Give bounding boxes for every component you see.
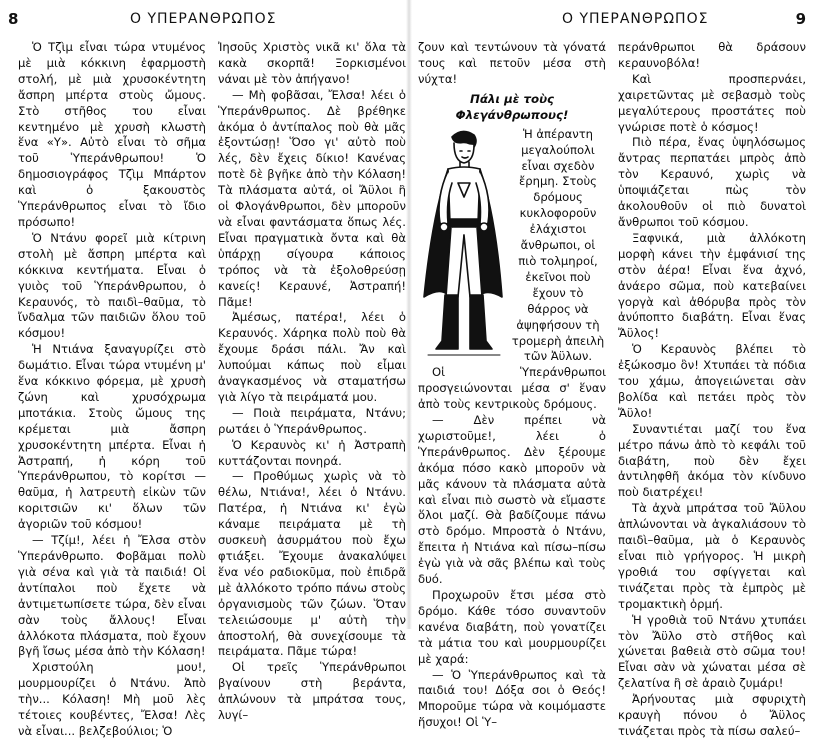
paragraph: Καὶ προσπερνάει, χαιρετῶντας μὲ σεβασμὸ τοὺς μεγαλύτερους προστάτες ποὺ γνώρισε ποτὲ ὁ κόσμος! bbox=[618, 71, 806, 134]
left-column-1 bbox=[18, 40, 206, 738]
right-page-header bbox=[412, 10, 820, 30]
paragraph: περάνθρωποι θὰ δράσουν κεραυνοβόλα! bbox=[618, 40, 806, 70]
left-column-2 bbox=[218, 40, 406, 723]
paragraph: Ἰησοῦς Χριστὸς νικᾶ κι' ὅλα τὰ κακὰ σκορπᾶ! Ξορκισμένοι νάναι μὲ τὸν ἀπήγανο! bbox=[218, 40, 406, 86]
paragraph: — Δὲν πρέπει νὰ χωριστοῦμε!, λέει ὁ Ὑπεράνθρωπος. Δὲν ξέρουμε ἀκόμα πόσο κακὸ μποροῦν νὰ μᾶς κάνουν τὰ πλάσματα αὐτὰ καὶ εἶναι πιὸ σωστὸ νὰ εἴμαστε ὅλοι μαζί. Θὰ βαδίζουμε πάνω στὸ δρόμο. Μπροστὰ ὁ Ντάνυ, ἔπειτα ἡ Ντιάνα καὶ πίσω–πίσω ἐγὼ γιὰ νὰ σᾶς βλέπω καὶ τοὺς δυό. bbox=[418, 413, 606, 587]
left-page-header bbox=[0, 10, 408, 30]
section-heading: Πάλι μὲ τοὺς Φλεγάνθρωπους! bbox=[455, 91, 569, 122]
paragraph: Συναντιέται μαζί του ἕνα μέτρο πάνω ἀπὸ τὸ κεφάλι τοῦ διαβάτη, ποὺ δὲν ἔχει ἀντιληφθῆ ἀκόμα τὸν κίνδυνο ποὺ διατρέχει! bbox=[618, 421, 806, 500]
right-column-2 bbox=[618, 40, 806, 738]
paragraph: — Ποιὰ πειράματα, Ντάνυ; ρωτάει ὁ Ὑπεράνθρωπος. bbox=[218, 405, 406, 436]
paragraph: Οἱ Ὑπεράνθρωποι προσγειώνονται μέσα σ' ἕναν ἀπὸ τοὺς κεντρικοὺς δρόμους. bbox=[418, 365, 606, 412]
paragraph: Ἡ Ντιάνα ξαναγυρίζει στὸ δωμάτιο. Εἶναι τώρα ντυμένη μ' ἕνα κόκκινο φόρεμα, μὲ χρυσὴ ζώνη καὶ χρυσόχρωμα μποτάκια. Στοὺς ὤμους της κρέμεται μιὰ ἄσπρη χρυσοκέντητη μπέρτα. Εἶναι ἡ Ἀστραπή, ἡ κόρη τοῦ Ὑπεράνθρωπου, τὸ κορίτσι — θαῦμα, ἡ λατρευτὴ εἰκὼν τῶν κοριτσιῶν κι' ὅλων τῶν ἀγοριῶν τοῦ κόσμου! bbox=[18, 342, 206, 532]
paragraph: — Τζίμ!, λέει ἡ Ἔλσα στὸν Ὑπεράνθρωπο. Φοβᾶμαι πολὺ γιὰ σένα καὶ γιὰ τὰ παιδιά! Οἱ ἀντίπαλοι ποὺ ἔχετε νὰ ἀντιμετωπίσετε τώρα, δὲν εἶναι σὰν τοὺς ἄλλους! Εἶναι ἀλλόκοτα πλάσματα, ποὺ ἔχουν βγῆ ἴσως μέσα ἀπὸ τὴν Κόλαση! bbox=[18, 533, 206, 659]
paragraph: — Μὴ φοβᾶσαι, Ἔλσα! λέει ὁ Ὑπεράνθρωπος. Δὲ βρέθηκε ἀκόμα ὁ ἀντίπαλος ποὺ θὰ μᾶς ἐξοντώσῃ! Ὅσο γι' αὐτὸ ποὺ λές, δὲν ἔχεις δίκιο! Κανένας ποτὲ δὲ βγῆκε ἀπὸ τὴν Κόλαση! Τὰ πλάσματα αὐτά, οἱ Ἄϋλοι ἢ οἱ Φλογάνθρωποι, δὲν μποροῦν νὰ εἶναι φαντάσματα ὅπως λές. Εἶναι πραγματικὰ ὄντα καὶ θὰ ὑπάρχῃ σίγουρα κάποιος τρόπος νὰ τὰ ἐξολοθρεύσῃ κανείς! Κεραυνέ, Ἀστραπή! Πᾶμε! bbox=[218, 87, 406, 309]
paragraph: Τὰ ἀχνὰ μπράτσα τοῦ Ἄϋλου ἁπλώνονται νὰ ἀγκαλιάσουν τὸ παιδὶ–θαῦμα, μὰ ὁ Κεραυνὸς εἶναι πιὸ γρήγορος. Ἡ μικρὴ γροθιά του σφίγγεται καὶ τινάζεται πρὸς τὰ ἐμπρὸς μὲ τρομακτικὴ ὁρμή. bbox=[618, 501, 806, 611]
paragraph: Πιὸ πέρα, ἕνας ὑψηλόσωμος ἄντρας περπατάει μπρὸς ἀπὸ τὸν Κεραυνό, χωρὶς νὰ ὑποψιάζεται πὼς τὸν ἀκολουθοῦν οἱ πιὸ δυνατοὶ ἄνθρωποι τοῦ κόσμου. bbox=[618, 135, 806, 229]
paragraph: Ἀμέσως, πατέρα!, λέει ὁ Κεραυνός. Χάρηκα πολὺ ποὺ θὰ ἔχουμε δράσι πάλι. Ἄν καὶ λυπούμαι κάπως ποὺ εἶμαι ἀναγκασμένος νὰ σταματήσω γιὰ λίγο τὰ πειράματά μου. bbox=[218, 310, 406, 404]
paragraph: Ὁ Ντάνυ φορεῖ μιὰ κίτρινη στολὴ μὲ ἄσπρη μπέρτα καὶ κόκκινα κεντήματα. Εἶναι ὁ γυιὸς τοῦ Ὑπεράνθρωπου, ὁ Κεραυνός, τὸ παιδὶ–θαῦμα, τὸ ἴνδαλμα τῶν παιδιῶν ὅλου τοῦ κόσμου! bbox=[18, 230, 206, 341]
left-running-title: Ο ΥΠΕΡΑΝΘΡΩΠΟΣ bbox=[130, 11, 277, 27]
superhero-illustration bbox=[418, 127, 506, 361]
paragraph: Ὁ Τζὶμ εἶναι τώρα ντυμένος μὲ μιὰ κόκκινη ἐφαρμοστὴ στολή, μὲ μιὰ χρυσοκέντητη ἄσπρη μπέρτα στοὺς ὤμους. Στὸ στῆθος του εἶναι κεντημένο μὲ χρυσὴ κλωστὴ ἕνα «Υ». Αὐτὸ εἶναι τὸ σῆμα τοῦ Ὑπεράνθρωπου! Ὁ δημοσιογράφος Τζὶμ Μπάρτον καὶ ὁ ξακουστὸς Ὑπεράνθρωπος εἶναι τὸ ἴδιο πρόσωπο! bbox=[18, 40, 206, 229]
paragraph: Ἀρήνουτας μιὰ σφυριχτὴ κραυγὴ πόνου ὁ Ἄϋλος τινάζεται πρὸς τὰ πίσω σαλεύ– bbox=[618, 692, 806, 738]
paragraph: Ἡ γροθιὰ τοῦ Ντάνυ χτυπάει τὸν Ἄϋλο στὸ στῆθος καὶ χώνεται βαθειὰ στὸ σῶμα του! Εἶναι σὰν νὰ χώναται μέσα σὲ ζελατίνα ἢ σὲ ἀραιὸ ζυμάρι! bbox=[618, 612, 806, 691]
paragraph: — Ὁ Ὑπεράνθρωπος καὶ τὰ παιδιά του! Δόξα σοι ὁ Θεός! Μποροῦμε τώρα νὰ κοιμόμαστε ἥσυχοι! Οἱ Ὑ– bbox=[418, 667, 606, 730]
paragraph: Χριστούλη μου!, μουρμουρίζει ὁ Ντάνυ. Ἀπὸ τὴν... Κόλαση! Μὴ μοῦ λὲς τέτοιες κουβέντες, Ἔλσα! Λὲς νὰ εἶναι... βελζεβούλιοι; Ὁ bbox=[18, 660, 206, 738]
left-page bbox=[0, 0, 408, 738]
paragraph: — Προθύμως χωρὶς νὰ τὸ θέλω, Ντιάνα!, λέει ὁ Ντάνυ. Πατέρα, ἡ Ντιάνα κι' ἐγὼ κάναμε πειράματα μὲ τὴ συσκευὴ ἀσυρμάτου ποὺ ἔχω φτιάξει. Ἔχουμε ἀνακαλύψει ἕνα νέο ραδιοκῦμα, ποὺ ἐπιδρᾶ μὲ ἀλλόκοτο τρόπο πάνω στοὺς ὀργανισμοὺς τῶν ζώων. Ὅταν τελειώσουμε μ' αὐτὴ τὴν ἀποστολή, θὰ συνεχίσουμε τὰ πειράματα. Πᾶμε τώρα! bbox=[218, 469, 406, 659]
paragraph: Ὁ Κεραυνὸς βλέπει τὸ ἐξώκοσμο ὂν! Χτυπάει τὰ πόδια του χάμω, ἀπογειώνεται σὰν βολίδα καὶ πετάει πρὸς τὸν Ἄϋλο! bbox=[618, 342, 806, 420]
right-page bbox=[412, 0, 820, 738]
paragraph: ζουν καὶ τεντώνουν τὰ γόνατά τους καὶ πετοῦν μέσα στὴ νύχτα! bbox=[418, 40, 606, 86]
paragraph: Ὁ Κεραυνὸς κι' ἡ Ἀστραπὴ κυττάζονται πονηρά. bbox=[218, 437, 406, 468]
figure-block bbox=[418, 127, 606, 366]
paragraph: Ξαφνικά, μιὰ ἀλλόκοτη μορφὴ κάνει τὴν ἐμφάνισί της στὸν ἀέρα! Εἶναι ἕνα ἀχνό, ἀνάερο σῶμα, ποὺ κατεβαίνει γοργὰ καὶ ἀθόρυβα πρὸς τὸν ἀνύποπτο διαβάτη. Εἶναι ἕνας Ἄϋλος! bbox=[618, 230, 806, 341]
paragraph: Οἱ τρεῖς Ὑπεράνθρωποι βγαίνουν στὴ βεράντα, ἀπλώνουν τὰ μπράτσα τους, λυγί– bbox=[218, 660, 406, 723]
left-page-number: 8 bbox=[8, 10, 19, 28]
paragraph: Προχωροῦν ἔτσι μέσα στὸ δρόμο. Κάθε τόσο συναντοῦν κανένα διαβάτη, ποὺ γονατίζει τὰ μάτια του καὶ μουρμουρίζει μὲ χαρά: bbox=[418, 588, 606, 666]
right-running-title: Ο ΥΠΕΡΑΝΘΡΩΠΟΣ bbox=[562, 11, 709, 27]
figure-side-text-block bbox=[510, 127, 606, 366]
right-page-number: 9 bbox=[795, 10, 806, 28]
paragraph: Ἡ ἀπέραντη μεγαλούπολι εἶναι σχεδὸν ἔρημη. Στοὺς δρόμους κυκλοφοροῦν ἐλάχιστοι ἄνθρωποι, οἱ πιὸ τολμηροί, ἐκεῖνοι ποὺ ἔχουν τὸ θάρρος νὰ ἀψηφήσουν τὴ τρομερὴ ἀπειλὴ τῶν Ἀϋλων. bbox=[511, 126, 605, 364]
right-column-1 bbox=[418, 40, 606, 730]
